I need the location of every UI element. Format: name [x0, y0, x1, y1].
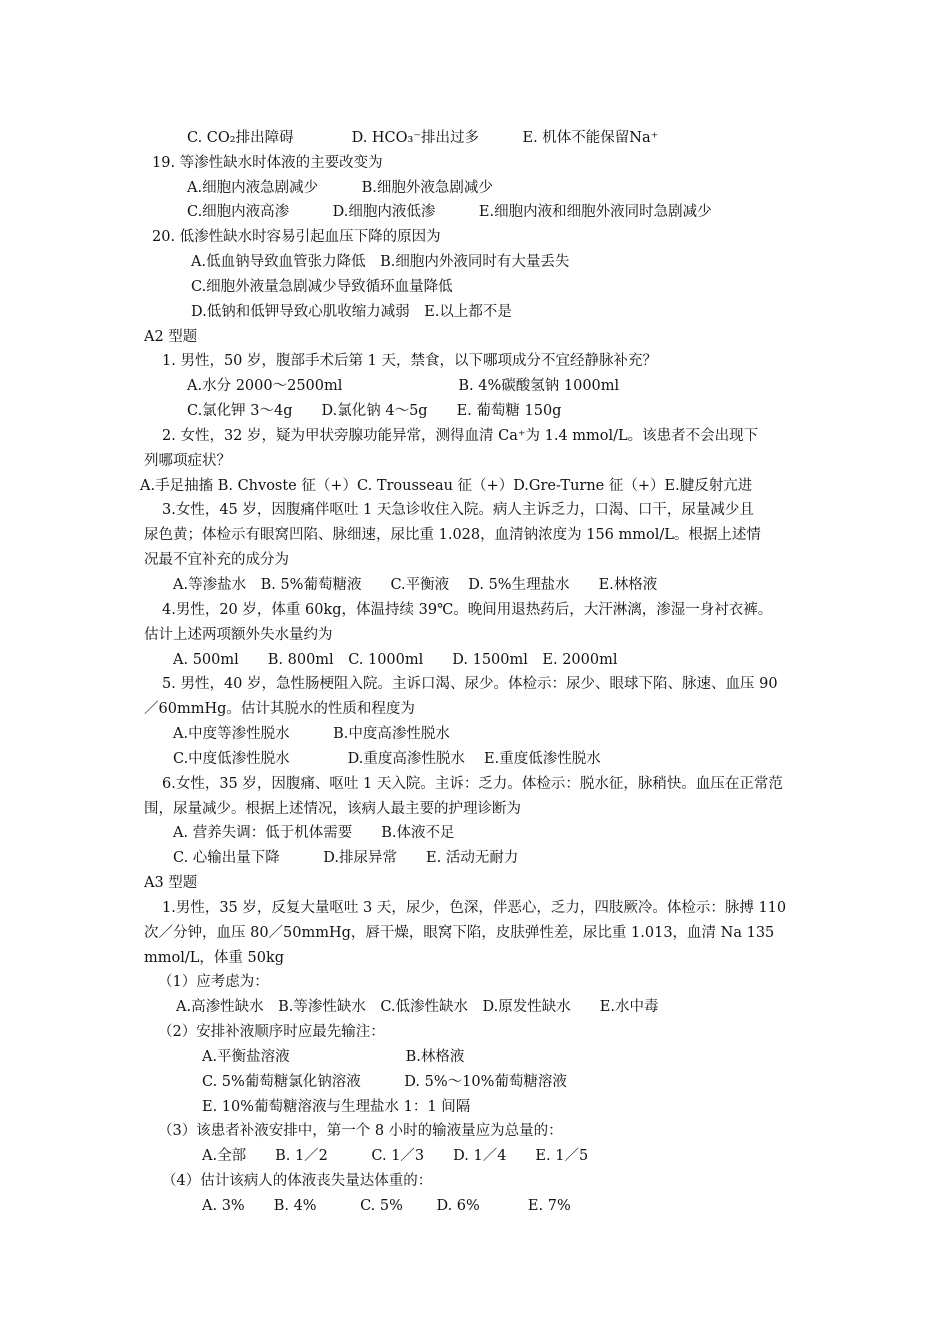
a3-sub2-options-cd: C. 5%葡萄糖氯化钠溶液 D. 5%～10%葡萄糖溶液	[202, 1074, 567, 1090]
q18-options-cde: C. CO₂排出障碍 D. HCO₃⁻排出过多 E. 机体不能保留Na⁺	[187, 130, 659, 146]
a2-q1-options-cde: C.氯化钾 3～4g D.氯化钠 4～5g E. 葡萄糖 150g	[187, 403, 562, 419]
a2-q4-stem-cont: 估计上述两项额外失水量约为	[144, 627, 333, 643]
a2-q1-stem: 1. 男性，50 岁，腹部手术后第 1 天，禁食，以下哪项成分不宜经静脉补充？	[162, 353, 657, 369]
a2-q4-stem: 4.男性，20 岁，体重 60kg，体温持续 39℃。晚间用退热药后，大汗淋漓，渗湿一身衬衣裤。	[162, 602, 773, 618]
a2-q5-options-cde: C.中度低渗性脱水 D.重度高渗性脱水 E.重度低渗性脱水	[173, 751, 601, 767]
a3-case-stem-cont: 次／分钟，血压 80／50mmHg，唇干燥，眼窝下陷，皮肤弹性差，尿比重 1.013，血清 Na 135	[144, 925, 775, 941]
a3-sub4-stem: （4）估计该病人的体液丧失量达体重的：	[162, 1173, 433, 1189]
q19-options-cde: C.细胞内液高渗 D.细胞内液低渗 E.细胞内液和细胞外液同时急剧减少	[187, 204, 712, 220]
a2-q3-stem-end: 况最不宜补充的成分为	[144, 552, 289, 568]
a2-q5-options-ab: A.中度等渗性脱水 B.中度高渗性脱水	[173, 726, 450, 742]
a3-sub2-option-e: E. 10%葡萄糖溶液与生理盐水 1：1 间隔	[202, 1099, 471, 1115]
a3-sub2-options-ab: A.平衡盐溶液 B.林格液	[202, 1049, 465, 1065]
a3-case-stem-end: mmol/L，体重 50kg	[144, 950, 285, 966]
q20-option-c: C.细胞外液量急剧减少导致循环血量降低	[191, 279, 453, 295]
section-heading-a2: A2 型题	[144, 329, 198, 345]
a2-q5-stem-cont: ／60mmHg。估计其脱水的性质和程度为	[144, 701, 415, 717]
a3-sub3-stem: （3）该患者补液安排中，第一个 8 小时的输液量应为总量的：	[158, 1123, 563, 1139]
a3-sub1-stem: （1）应考虑为：	[158, 974, 269, 990]
a2-q3-stem-cont: 尿色黄；体检示有眼窝凹陷、脉细速，尿比重 1.028，血清钠浓度为 156 mmol/L。根据上述情	[144, 527, 761, 543]
a2-q3-options: A.等渗盐水 B. 5%葡萄糖液 C.平衡液 D. 5%生理盐水 E.林格液	[173, 577, 658, 593]
a3-sub1-options: A.高渗性缺水 B.等渗性缺水 C.低渗性缺水 D.原发性缺水 E.水中毒	[176, 999, 659, 1015]
a2-q6-options-ab: A. 营养失调：低于机体需要 B.体液不足	[173, 825, 455, 841]
a3-case-stem: 1.男性，35 岁，反复大量呕吐 3 天，尿少，色深，伴恶心，乏力，四肢厥冷。体检示：脉搏 110	[162, 900, 787, 916]
a3-sub4-options: A. 3% B. 4% C. 5% D. 6% E. 7%	[202, 1198, 571, 1214]
a2-q1-options-ab: A.水分 2000～2500ml B. 4%碳酸氢钠 1000ml	[187, 378, 620, 394]
section-heading-a3: A3 型题	[144, 875, 198, 891]
a2-q4-options: A. 500ml B. 800ml C. 1000ml D. 1500ml E. 2000ml	[173, 652, 618, 668]
q20-options-ab: A.低血钠导致血管张力降低 B.细胞内外液同时有大量丢失	[191, 254, 570, 270]
a2-q2-stem-cont: 列哪项症状？	[144, 453, 231, 469]
a2-q6-stem-cont: 围，尿量减少。根据上述情况，该病人最主要的护理诊断为	[144, 801, 521, 817]
a2-q5-stem: 5. 男性，40 岁，急性肠梗阻入院。主诉口渴、尿少。体检示：尿少、眼球下陷、脉速、血压 90	[162, 676, 778, 692]
a2-q6-stem: 6.女性，35 岁，因腹痛、呕吐 1 天入院。主诉：乏力。体检示：脱水征，脉稍快。血压在正常范	[162, 776, 783, 792]
q19-options-ab: A.细胞内液急剧减少 B.细胞外液急剧减少	[187, 180, 493, 196]
a3-sub3-options: A.全部 B. 1／2 C. 1／3 D. 1／4 E. 1／5	[202, 1148, 589, 1164]
a2-q6-options-cde: C. 心输出量下降 D.排尿异常 E. 活动无耐力	[173, 850, 519, 866]
a2-q2-stem: 2. 女性，32 岁，疑为甲状旁腺功能异常，测得血清 Ca⁺为 1.4 mmol/L。该患者不会出现下	[162, 428, 759, 444]
a2-q3-stem: 3.女性，45 岁，因腹痛伴呕吐 1 天急诊收住入院。病人主诉乏力，口渴、口干，尿量减少且	[162, 502, 754, 518]
q20-stem: 20. 低渗性缺水时容易引起血压下降的原因为	[152, 229, 441, 245]
q19-stem: 19. 等渗性缺水时体液的主要改变为	[152, 155, 383, 171]
q20-options-de: D.低钠和低钾导致心肌收缩力减弱 E.以上都不是	[191, 304, 512, 320]
a3-sub2-stem: （2）安排补液顺序时应最先输注：	[158, 1024, 385, 1040]
a2-q2-options: A.手足抽搐 B. Chvoste 征（+）C. Trousseau 征（+）D.Gre-Turne 征（+）E.腱反射亢进	[140, 478, 753, 494]
